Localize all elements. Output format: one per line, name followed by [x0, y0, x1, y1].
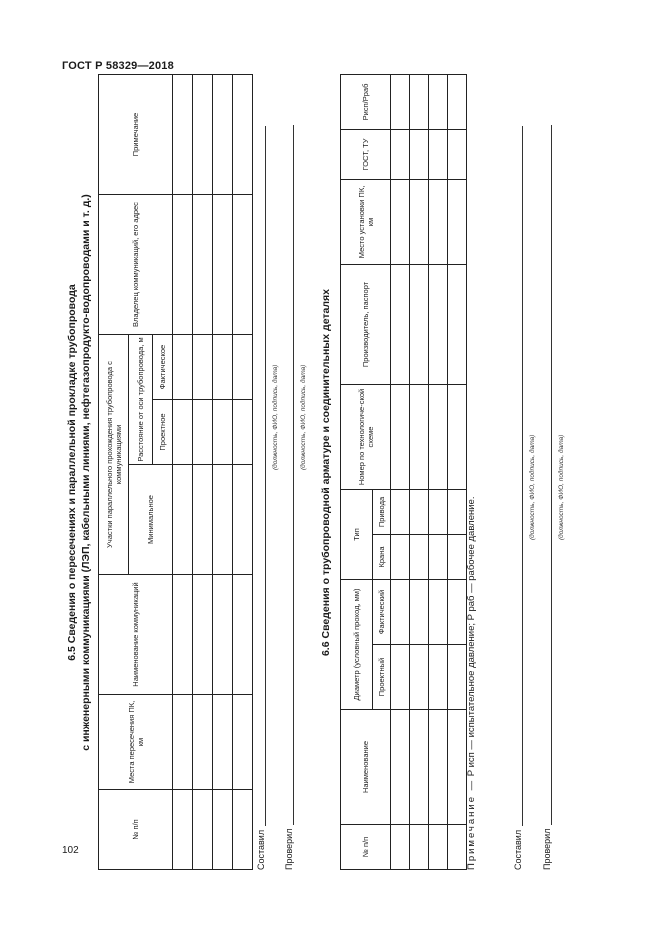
- table-cell: [448, 579, 467, 644]
- col-actual-header: Фактическое: [153, 335, 173, 400]
- table-cell: [213, 400, 233, 465]
- table-cell: [448, 74, 467, 129]
- table-cell: [448, 384, 467, 489]
- table-cell: [448, 264, 467, 384]
- col-name-header: Наименование: [341, 710, 391, 825]
- table-cell: [173, 195, 193, 335]
- table-cell: [193, 75, 213, 195]
- table-cell: [213, 465, 233, 575]
- table-cell: [193, 465, 213, 575]
- col-name-header: Наименование коммуникаций: [99, 575, 173, 695]
- table-cell: [448, 179, 467, 264]
- compiled-label: Составил: [513, 829, 523, 870]
- col-scheme-number-header: Номер по технологиче-ской схеме: [341, 384, 391, 489]
- table-cell: [173, 335, 193, 400]
- checked-label: Проверил: [542, 828, 552, 870]
- table-cell: [391, 825, 410, 870]
- table-cell: [233, 575, 253, 695]
- table-cell: [213, 75, 233, 195]
- checked-label: Проверил: [284, 828, 294, 870]
- table-cell: [213, 335, 233, 400]
- table-cell: [410, 384, 429, 489]
- col-project-header: Проектное: [153, 400, 173, 465]
- col-pressure-header: Pисп/Pраб: [341, 74, 391, 129]
- table-cell: [233, 465, 253, 575]
- table-cell: [410, 645, 429, 710]
- note-prefix: Примечание —: [466, 778, 477, 870]
- checked-hint-6-6: (должность, ФИО, подпись, дата): [558, 434, 565, 540]
- table-cell: [233, 335, 253, 400]
- compiled-hint-6-6: (должность, ФИО, подпись, дата): [529, 434, 536, 540]
- col-minimal-header: Минимальное: [129, 465, 173, 575]
- table-cell: [173, 400, 193, 465]
- table-cell: [391, 384, 410, 489]
- col-manufacturer-header: Производитель, паспорт: [341, 264, 391, 384]
- col-diameter-group-header: Диаметр (условный проход, мм): [341, 579, 373, 709]
- table-cell: [410, 129, 429, 179]
- compiled-signature-6-6: [513, 126, 523, 870]
- table-cell: [213, 695, 233, 790]
- compiled-signature-6-5: [256, 126, 266, 870]
- col-actual-header: Фактический: [373, 579, 391, 644]
- table-cell: [233, 400, 253, 465]
- table-cell: [429, 489, 448, 534]
- table-cell: [429, 710, 448, 825]
- table-6-6: [340, 74, 467, 870]
- table-6-6-note: [466, 497, 477, 870]
- table-cell: [233, 790, 253, 870]
- table-cell: [448, 825, 467, 870]
- compiled-label: Составил: [256, 829, 266, 870]
- table-cell: [193, 695, 213, 790]
- rotated-content: [58, 75, 618, 870]
- table-cell: [448, 710, 467, 825]
- section-6-5-title-line2: с инженерными коммуникациями (ЛЭП, кабельными линиями, нефтегазопродукто-водопроводами и т. д.): [80, 194, 92, 751]
- col-type-group-header: Тип: [341, 489, 373, 579]
- table-cell: [410, 710, 429, 825]
- table-cell: [391, 534, 410, 579]
- table-cell: [391, 645, 410, 710]
- compiled-hint-6-5: (должность, ФИО, подпись, дата): [272, 364, 279, 470]
- table-cell: [429, 825, 448, 870]
- col-num-header: № п/п: [99, 790, 173, 870]
- col-gost-header: ГОСТ, ТУ: [341, 129, 391, 179]
- section-6-6-title: 6.6 Сведения о трубопроводной арматуре и соединительных деталях: [320, 288, 332, 657]
- checked-signature-6-6: [542, 125, 552, 870]
- table-cell: [391, 710, 410, 825]
- col-drive-header: Привода: [373, 489, 391, 534]
- table-cell: [193, 790, 213, 870]
- table-cell: [213, 575, 233, 695]
- table-cell: [410, 179, 429, 264]
- table-cell: [173, 790, 193, 870]
- page-number: 102: [62, 845, 79, 856]
- table-cell: [429, 579, 448, 644]
- table-cell: [391, 74, 410, 129]
- col-distance-group-header: Расстояние от оси трубопровода, м: [129, 335, 153, 465]
- table-cell: [429, 534, 448, 579]
- table-cell: [410, 579, 429, 644]
- table-cell: [193, 400, 213, 465]
- col-parallel-group-header: Участки параллельного прохождения трубопровода с коммуникациями: [99, 335, 129, 575]
- col-places-header: Места пересечения ПК, км: [99, 695, 173, 790]
- table-cell: [410, 825, 429, 870]
- table-cell: [410, 74, 429, 129]
- table-cell: [173, 75, 193, 195]
- table-cell: [173, 575, 193, 695]
- table-cell: [391, 264, 410, 384]
- table-cell: [173, 465, 193, 575]
- section-6-5-title-line1: 6.5 Сведения о пересечениях и параллельной прокладке трубопровода: [66, 284, 78, 661]
- table-6-5: [98, 74, 253, 870]
- col-valve-header: Крана: [373, 534, 391, 579]
- table-cell: [391, 579, 410, 644]
- table-cell: [448, 489, 467, 534]
- table-cell: [429, 264, 448, 384]
- col-project-header: Проектный: [373, 645, 391, 710]
- table-cell: [233, 75, 253, 195]
- note-text: P исп — испытательное давление; P раб — рабочее давление.: [466, 496, 477, 777]
- table-cell: [448, 534, 467, 579]
- col-owner-header: Владелец коммуникаций, его адрес: [99, 195, 173, 335]
- table-cell: [193, 335, 213, 400]
- table-cell: [233, 695, 253, 790]
- table-cell: [213, 195, 233, 335]
- table-cell: [410, 534, 429, 579]
- col-num-header: № п/п: [341, 825, 391, 870]
- table-cell: [391, 179, 410, 264]
- document-header: ГОСТ Р 58329—2018: [62, 60, 174, 72]
- table-cell: [213, 790, 233, 870]
- table-cell: [448, 645, 467, 710]
- table-cell: [173, 695, 193, 790]
- table-cell: [193, 195, 213, 335]
- table-cell: [233, 195, 253, 335]
- table-cell: [391, 129, 410, 179]
- table-cell: [429, 645, 448, 710]
- table-cell: [429, 129, 448, 179]
- table-cell: [410, 489, 429, 534]
- checked-signature-6-5: [284, 125, 294, 870]
- table-cell: [193, 575, 213, 695]
- table-cell: [448, 129, 467, 179]
- col-location-header: Место установки ПК, км: [341, 179, 391, 264]
- table-cell: [410, 264, 429, 384]
- table-cell: [429, 384, 448, 489]
- table-cell: [429, 179, 448, 264]
- col-notes-header: Примечание: [99, 75, 173, 195]
- table-cell: [391, 489, 410, 534]
- checked-hint-6-5: (должность, ФИО, подпись, дата): [300, 364, 307, 470]
- table-cell: [429, 74, 448, 129]
